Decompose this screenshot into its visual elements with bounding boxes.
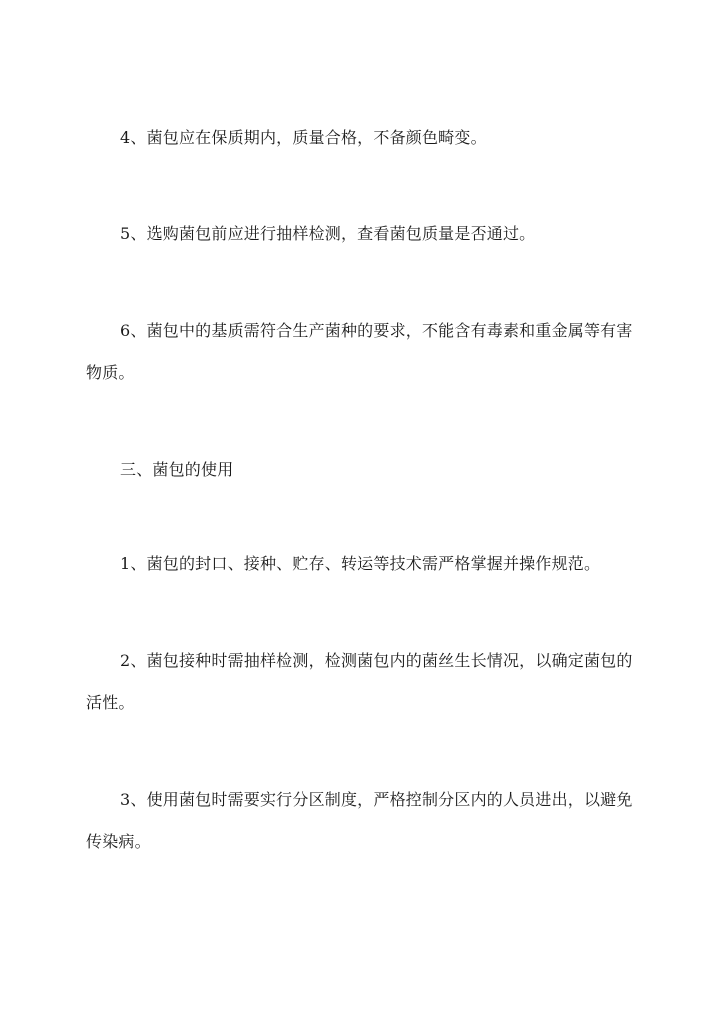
paragraph-item-6: 6、菌包中的基质需符合生产菌种的要求，不能含有毒素和重金属等有害物质。 (86, 321, 633, 382)
paragraph-item-5: 5、选购菌包前应进行抽样检测，查看菌包质量是否通过。 (120, 224, 536, 243)
paragraph-usage-3: 3、使用菌包时需要实行分区制度，严格控制分区内的人员进出，以避免传染病。 (86, 790, 633, 851)
paragraph-usage-2: 2、菌包接种时需抽样检测，检测菌包内的菌丝生长情况，以确定菌包的活性。 (86, 651, 633, 712)
section-heading-usage: 三、菌包的使用 (120, 460, 234, 479)
paragraph-item-4: 4、菌包应在保质期内，质量合格，不备颜色畸变。 (120, 128, 487, 147)
paragraph-usage-1: 1、菌包的封口、接种、贮存、转运等技术需严格掌握并操作规范。 (120, 554, 601, 573)
